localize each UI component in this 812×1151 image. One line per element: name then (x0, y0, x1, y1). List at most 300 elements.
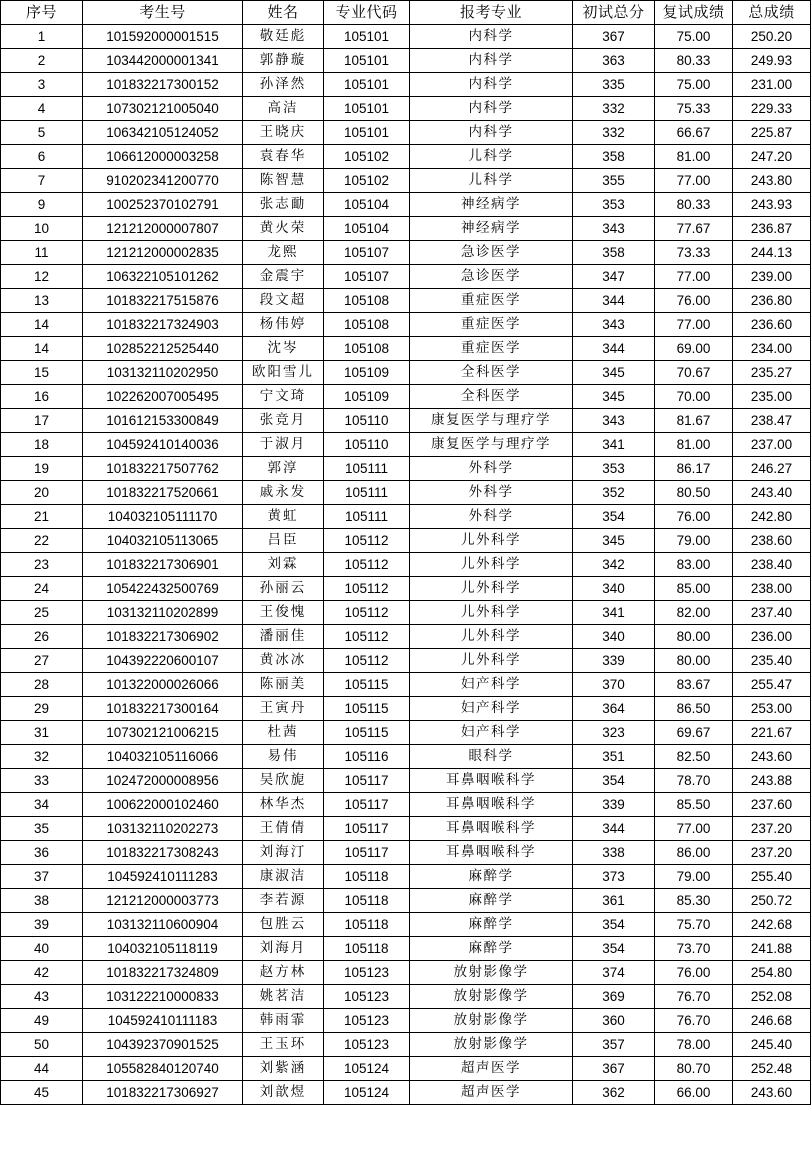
cell-seq: 25 (1, 601, 83, 625)
cell-code: 105107 (324, 241, 410, 265)
cell-name: 陈丽美 (243, 673, 324, 697)
cell-major: 麻醉学 (410, 889, 573, 913)
cell-major: 放射影像学 (410, 1009, 573, 1033)
table-row (1, 49, 811, 73)
cell-name: 欧阳雪儿 (243, 361, 324, 385)
cell-total: 229.33 (733, 97, 811, 121)
cell-name: 杨伟婷 (243, 313, 324, 337)
cell-initial: 369 (573, 985, 655, 1009)
cell-exam-id: 103442000001341 (83, 49, 243, 73)
cell-initial: 353 (573, 457, 655, 481)
header-row (1, 1, 811, 25)
cell-exam-id: 105582840120740 (83, 1057, 243, 1081)
cell-initial: 355 (573, 169, 655, 193)
cell-name: 潘丽佳 (243, 625, 324, 649)
cell-name: 韩雨霏 (243, 1009, 324, 1033)
cell-initial: 367 (573, 1057, 655, 1081)
cell-total: 255.40 (733, 865, 811, 889)
cell-code: 105108 (324, 337, 410, 361)
table-row (1, 1009, 811, 1033)
cell-name: 王晓庆 (243, 121, 324, 145)
cell-name: 王寅丹 (243, 697, 324, 721)
cell-total: 238.47 (733, 409, 811, 433)
cell-name: 林华杰 (243, 793, 324, 817)
cell-total: 238.60 (733, 529, 811, 553)
cell-code: 105118 (324, 937, 410, 961)
cell-retest: 76.70 (655, 1009, 733, 1033)
cell-major: 重症医学 (410, 313, 573, 337)
cell-major: 急诊医学 (410, 241, 573, 265)
cell-seq: 43 (1, 985, 83, 1009)
cell-initial: 354 (573, 769, 655, 793)
cell-initial: 323 (573, 721, 655, 745)
cell-initial: 335 (573, 73, 655, 97)
cell-exam-id: 107302121005040 (83, 97, 243, 121)
cell-retest: 73.70 (655, 937, 733, 961)
cell-retest: 69.00 (655, 337, 733, 361)
cell-name: 王玉环 (243, 1033, 324, 1057)
cell-code: 105123 (324, 1033, 410, 1057)
cell-initial: 347 (573, 265, 655, 289)
cell-total: 249.93 (733, 49, 811, 73)
cell-exam-id: 104032105118119 (83, 937, 243, 961)
table-row (1, 745, 811, 769)
cell-seq: 11 (1, 241, 83, 265)
cell-retest: 80.00 (655, 625, 733, 649)
cell-total: 243.60 (733, 745, 811, 769)
cell-name: 刘紫涵 (243, 1057, 324, 1081)
cell-seq: 49 (1, 1009, 83, 1033)
table-row (1, 433, 811, 457)
cell-exam-id: 102852212525440 (83, 337, 243, 361)
cell-name: 黄火荣 (243, 217, 324, 241)
cell-initial: 343 (573, 313, 655, 337)
cell-major: 麻醉学 (410, 865, 573, 889)
cell-code: 105115 (324, 697, 410, 721)
cell-exam-id: 100622000102460 (83, 793, 243, 817)
cell-seq: 6 (1, 145, 83, 169)
cell-name: 龙熙 (243, 241, 324, 265)
cell-total: 235.00 (733, 385, 811, 409)
table-row (1, 313, 811, 337)
cell-major: 放射影像学 (410, 961, 573, 985)
cell-exam-id: 103122210000833 (83, 985, 243, 1009)
cell-exam-id: 103132110202899 (83, 601, 243, 625)
cell-seq: 39 (1, 913, 83, 937)
cell-initial: 341 (573, 601, 655, 625)
table-row (1, 937, 811, 961)
table-row (1, 457, 811, 481)
cell-code: 105117 (324, 769, 410, 793)
table-row (1, 1081, 811, 1105)
table-row (1, 337, 811, 361)
cell-initial: 345 (573, 385, 655, 409)
cell-initial: 362 (573, 1081, 655, 1105)
cell-initial: 364 (573, 697, 655, 721)
cell-code: 105115 (324, 721, 410, 745)
cell-code: 105112 (324, 553, 410, 577)
cell-initial: 341 (573, 433, 655, 457)
cell-name: 戚永发 (243, 481, 324, 505)
table-row (1, 601, 811, 625)
cell-retest: 80.70 (655, 1057, 733, 1081)
table-row (1, 481, 811, 505)
cell-code: 105109 (324, 385, 410, 409)
cell-seq: 16 (1, 385, 83, 409)
cell-total: 231.00 (733, 73, 811, 97)
cell-total: 252.08 (733, 985, 811, 1009)
cell-exam-id: 101832217324903 (83, 313, 243, 337)
cell-total: 237.20 (733, 841, 811, 865)
cell-total: 243.40 (733, 481, 811, 505)
cell-seq: 32 (1, 745, 83, 769)
header-name: 姓名 (243, 1, 324, 25)
cell-seq: 15 (1, 361, 83, 385)
cell-total: 243.60 (733, 1081, 811, 1105)
cell-seq: 33 (1, 769, 83, 793)
cell-exam-id: 104032105116066 (83, 745, 243, 769)
cell-code: 105124 (324, 1081, 410, 1105)
cell-name: 敬廷彪 (243, 25, 324, 49)
cell-seq: 36 (1, 841, 83, 865)
cell-total: 239.00 (733, 265, 811, 289)
cell-total: 255.47 (733, 673, 811, 697)
cell-total: 225.87 (733, 121, 811, 145)
table-row (1, 145, 811, 169)
cell-initial: 357 (573, 1033, 655, 1057)
cell-initial: 351 (573, 745, 655, 769)
table-row (1, 553, 811, 577)
cell-code: 105110 (324, 433, 410, 457)
cell-code: 105112 (324, 649, 410, 673)
cell-seq: 50 (1, 1033, 83, 1057)
cell-seq: 24 (1, 577, 83, 601)
table-row (1, 73, 811, 97)
cell-major: 麻醉学 (410, 937, 573, 961)
cell-code: 105108 (324, 313, 410, 337)
table-row (1, 385, 811, 409)
cell-total: 246.27 (733, 457, 811, 481)
cell-exam-id: 101832217306902 (83, 625, 243, 649)
cell-name: 吴欣旎 (243, 769, 324, 793)
cell-seq: 37 (1, 865, 83, 889)
table-row (1, 289, 811, 313)
cell-exam-id: 102472000008956 (83, 769, 243, 793)
cell-seq: 23 (1, 553, 83, 577)
cell-name: 张竞月 (243, 409, 324, 433)
cell-total: 238.40 (733, 553, 811, 577)
cell-initial: 374 (573, 961, 655, 985)
cell-exam-id: 106342105124052 (83, 121, 243, 145)
cell-exam-id: 102262007005495 (83, 385, 243, 409)
table-row (1, 505, 811, 529)
header-total: 总成绩 (733, 1, 811, 25)
cell-name: 王俊愧 (243, 601, 324, 625)
header-initial: 初试总分 (573, 1, 655, 25)
cell-retest: 76.70 (655, 985, 733, 1009)
cell-retest: 82.00 (655, 601, 733, 625)
table-row (1, 217, 811, 241)
cell-retest: 77.67 (655, 217, 733, 241)
table-row (1, 649, 811, 673)
cell-code: 105101 (324, 25, 410, 49)
cell-total: 235.27 (733, 361, 811, 385)
cell-seq: 22 (1, 529, 83, 553)
cell-total: 243.93 (733, 193, 811, 217)
cell-seq: 44 (1, 1057, 83, 1081)
table-row (1, 241, 811, 265)
cell-name: 段文超 (243, 289, 324, 313)
cell-major: 内科学 (410, 97, 573, 121)
cell-code: 105101 (324, 73, 410, 97)
cell-seq: 20 (1, 481, 83, 505)
cell-name: 刘海月 (243, 937, 324, 961)
cell-code: 105117 (324, 841, 410, 865)
header-retest: 复试成绩 (655, 1, 733, 25)
cell-retest: 70.00 (655, 385, 733, 409)
cell-seq: 2 (1, 49, 83, 73)
cell-retest: 78.00 (655, 1033, 733, 1057)
cell-total: 236.00 (733, 625, 811, 649)
cell-name: 姚茗洁 (243, 985, 324, 1009)
cell-initial: 338 (573, 841, 655, 865)
table-row (1, 97, 811, 121)
cell-seq: 45 (1, 1081, 83, 1105)
cell-initial: 343 (573, 409, 655, 433)
cell-initial: 332 (573, 97, 655, 121)
cell-initial: 344 (573, 289, 655, 313)
cell-major: 内科学 (410, 121, 573, 145)
cell-seq: 3 (1, 73, 83, 97)
cell-major: 康复医学与理疗学 (410, 409, 573, 433)
cell-initial: 358 (573, 145, 655, 169)
cell-exam-id: 103132110600904 (83, 913, 243, 937)
cell-exam-id: 910202341200770 (83, 169, 243, 193)
table-row (1, 913, 811, 937)
cell-exam-id: 103132110202950 (83, 361, 243, 385)
cell-major: 康复医学与理疗学 (410, 433, 573, 457)
cell-major: 耳鼻咽喉科学 (410, 817, 573, 841)
table-row (1, 793, 811, 817)
cell-initial: 339 (573, 649, 655, 673)
cell-exam-id: 101832217300152 (83, 73, 243, 97)
cell-exam-id: 101592000001515 (83, 25, 243, 49)
cell-retest: 80.50 (655, 481, 733, 505)
cell-name: 郭静璇 (243, 49, 324, 73)
table-row (1, 529, 811, 553)
cell-major: 外科学 (410, 481, 573, 505)
cell-initial: 344 (573, 817, 655, 841)
cell-total: 241.88 (733, 937, 811, 961)
table-row (1, 121, 811, 145)
cell-code: 105107 (324, 265, 410, 289)
cell-seq: 28 (1, 673, 83, 697)
cell-major: 眼科学 (410, 745, 573, 769)
cell-code: 105118 (324, 913, 410, 937)
cell-name: 宁文琦 (243, 385, 324, 409)
cell-retest: 78.70 (655, 769, 733, 793)
cell-exam-id: 104392220600107 (83, 649, 243, 673)
cell-total: 221.67 (733, 721, 811, 745)
cell-retest: 75.00 (655, 25, 733, 49)
cell-seq: 31 (1, 721, 83, 745)
cell-major: 耳鼻咽喉科学 (410, 793, 573, 817)
cell-retest: 66.67 (655, 121, 733, 145)
cell-name: 李若源 (243, 889, 324, 913)
cell-major: 超声医学 (410, 1081, 573, 1105)
cell-retest: 85.50 (655, 793, 733, 817)
cell-major: 儿外科学 (410, 553, 573, 577)
cell-initial: 352 (573, 481, 655, 505)
cell-code: 105101 (324, 97, 410, 121)
cell-seq: 42 (1, 961, 83, 985)
cell-code: 105117 (324, 817, 410, 841)
cell-name: 易伟 (243, 745, 324, 769)
cell-name: 康淑洁 (243, 865, 324, 889)
cell-seq: 17 (1, 409, 83, 433)
cell-code: 105112 (324, 577, 410, 601)
cell-seq: 9 (1, 193, 83, 217)
cell-retest: 85.00 (655, 577, 733, 601)
cell-seq: 14 (1, 313, 83, 337)
cell-retest: 77.00 (655, 817, 733, 841)
cell-seq: 38 (1, 889, 83, 913)
cell-retest: 86.00 (655, 841, 733, 865)
cell-seq: 40 (1, 937, 83, 961)
cell-retest: 81.67 (655, 409, 733, 433)
cell-name: 郭淳 (243, 457, 324, 481)
header-code: 专业代码 (324, 1, 410, 25)
cell-code: 105118 (324, 865, 410, 889)
cell-seq: 1 (1, 25, 83, 49)
cell-major: 神经病学 (410, 193, 573, 217)
table-row (1, 625, 811, 649)
header-major: 报考专业 (410, 1, 573, 25)
table-row (1, 1057, 811, 1081)
cell-major: 儿外科学 (410, 601, 573, 625)
cell-retest: 75.00 (655, 73, 733, 97)
cell-initial: 360 (573, 1009, 655, 1033)
cell-major: 妇产科学 (410, 673, 573, 697)
cell-retest: 81.00 (655, 145, 733, 169)
cell-major: 内科学 (410, 73, 573, 97)
table-row (1, 889, 811, 913)
cell-total: 252.48 (733, 1057, 811, 1081)
cell-seq: 19 (1, 457, 83, 481)
cell-code: 105111 (324, 457, 410, 481)
cell-seq: 29 (1, 697, 83, 721)
cell-code: 105104 (324, 193, 410, 217)
cell-code: 105101 (324, 49, 410, 73)
cell-major: 放射影像学 (410, 985, 573, 1009)
cell-name: 刘海汀 (243, 841, 324, 865)
cell-total: 237.00 (733, 433, 811, 457)
cell-code: 105123 (324, 1009, 410, 1033)
table-row (1, 409, 811, 433)
cell-initial: 332 (573, 121, 655, 145)
cell-total: 244.13 (733, 241, 811, 265)
cell-code: 105118 (324, 889, 410, 913)
cell-initial: 370 (573, 673, 655, 697)
cell-total: 253.00 (733, 697, 811, 721)
cell-initial: 340 (573, 625, 655, 649)
cell-code: 105101 (324, 121, 410, 145)
cell-initial: 354 (573, 913, 655, 937)
cell-retest: 80.00 (655, 649, 733, 673)
cell-total: 254.80 (733, 961, 811, 985)
cell-exam-id: 106322105101262 (83, 265, 243, 289)
cell-seq: 35 (1, 817, 83, 841)
cell-initial: 345 (573, 361, 655, 385)
cell-total: 236.60 (733, 313, 811, 337)
cell-code: 105116 (324, 745, 410, 769)
cell-code: 105123 (324, 961, 410, 985)
cell-major: 儿科学 (410, 169, 573, 193)
table-row (1, 817, 811, 841)
cell-major: 妇产科学 (410, 697, 573, 721)
cell-total: 237.40 (733, 601, 811, 625)
cell-major: 儿外科学 (410, 625, 573, 649)
cell-name: 金震宇 (243, 265, 324, 289)
cell-major: 急诊医学 (410, 265, 573, 289)
cell-seq: 4 (1, 97, 83, 121)
cell-exam-id: 104592410140036 (83, 433, 243, 457)
cell-major: 重症医学 (410, 289, 573, 313)
cell-total: 237.20 (733, 817, 811, 841)
cell-seq: 12 (1, 265, 83, 289)
table-row (1, 169, 811, 193)
cell-seq: 7 (1, 169, 83, 193)
cell-major: 全科医学 (410, 361, 573, 385)
cell-initial: 367 (573, 25, 655, 49)
cell-exam-id: 105422432500769 (83, 577, 243, 601)
cell-exam-id: 103132110202273 (83, 817, 243, 841)
cell-code: 105110 (324, 409, 410, 433)
cell-retest: 69.67 (655, 721, 733, 745)
cell-code: 105115 (324, 673, 410, 697)
cell-name: 黄虹 (243, 505, 324, 529)
cell-retest: 70.67 (655, 361, 733, 385)
cell-initial: 373 (573, 865, 655, 889)
cell-exam-id: 104032105111170 (83, 505, 243, 529)
cell-total: 243.80 (733, 169, 811, 193)
cell-major: 内科学 (410, 49, 573, 73)
cell-initial: 345 (573, 529, 655, 553)
table-row (1, 577, 811, 601)
table-row (1, 361, 811, 385)
cell-retest: 85.30 (655, 889, 733, 913)
table-row (1, 697, 811, 721)
cell-retest: 81.00 (655, 433, 733, 457)
cell-name: 赵方林 (243, 961, 324, 985)
table-row (1, 721, 811, 745)
cell-exam-id: 101832217306901 (83, 553, 243, 577)
cell-retest: 79.00 (655, 865, 733, 889)
cell-exam-id: 104032105113065 (83, 529, 243, 553)
cell-major: 超声医学 (410, 1057, 573, 1081)
cell-total: 236.87 (733, 217, 811, 241)
cell-retest: 80.33 (655, 193, 733, 217)
cell-code: 105112 (324, 625, 410, 649)
cell-total: 243.88 (733, 769, 811, 793)
cell-retest: 75.33 (655, 97, 733, 121)
cell-name: 刘霖 (243, 553, 324, 577)
cell-retest: 76.00 (655, 505, 733, 529)
cell-retest: 76.00 (655, 289, 733, 313)
cell-code: 105111 (324, 481, 410, 505)
cell-major: 儿外科学 (410, 577, 573, 601)
cell-total: 236.80 (733, 289, 811, 313)
